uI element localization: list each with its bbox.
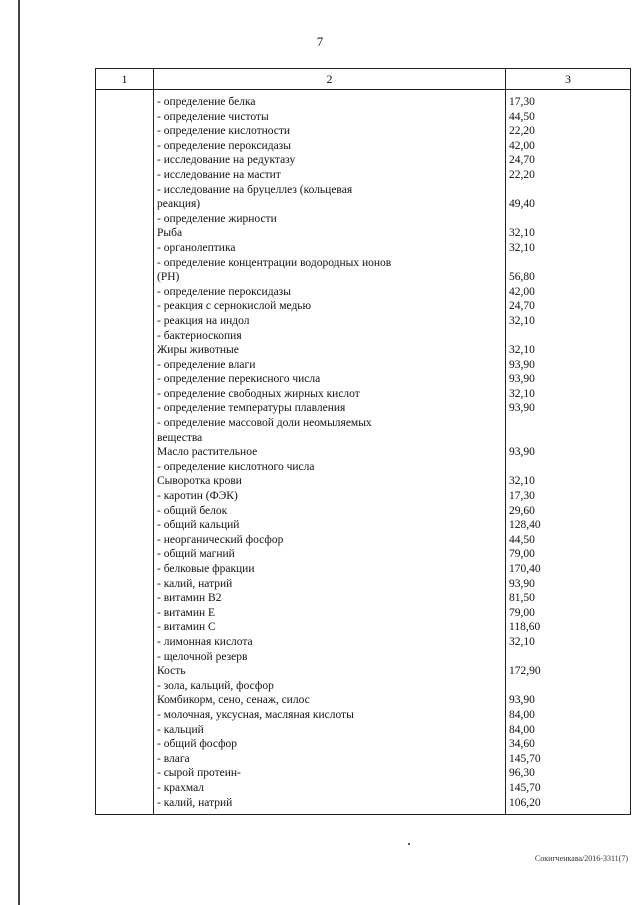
service-price: 93,90 [509, 373, 535, 386]
service-price: 42,00 [509, 285, 535, 298]
service-name: - реакция с сернокислой медью [157, 300, 312, 313]
service-price: 93,90 [509, 358, 535, 371]
service-name: - органолептика [157, 241, 236, 254]
service-name: - сырой протеин- [157, 767, 241, 780]
service-name: - реакция на индол [157, 314, 250, 327]
service-price: 42,00 [509, 139, 535, 152]
page-number: 7 [316, 34, 324, 49]
service-name: - определение чистоты [157, 110, 269, 123]
service-name: - исследование на редуктазу [157, 154, 296, 167]
service-price: 32,10 [509, 344, 535, 357]
service-price [506, 183, 630, 198]
table-header-row [96, 69, 631, 90]
service-name: - общий магний [157, 548, 235, 561]
service-price: 79,00 [509, 606, 535, 619]
service-name: - витамин В2 [157, 592, 222, 605]
service-price [506, 416, 630, 431]
service-name: - белковые фракции [157, 563, 255, 575]
service-price [506, 679, 630, 694]
document-reference: Сокигченкава/2016-3311(7) [534, 854, 628, 863]
service-name: - бактериоскопия [157, 329, 242, 342]
service-price: 79,00 [509, 548, 535, 561]
service-name: вещества [157, 431, 203, 444]
service-name: - крахмал [157, 781, 205, 794]
service-name: - зола, кальций, фосфор [157, 679, 274, 692]
service-price: 22,20 [509, 168, 535, 181]
service-price: 93,90 [509, 577, 535, 590]
service-price: 32,10 [509, 635, 535, 648]
service-name: - определение белка [157, 96, 256, 108]
service-price [506, 212, 630, 227]
service-price: 128,40 [509, 519, 541, 532]
service-name: - молочная, уксусная, масляная кислоты [157, 708, 354, 721]
service-name: (РН) [157, 271, 180, 284]
service-price: 118,60 [509, 621, 541, 634]
service-name: Жиры животные [157, 344, 239, 357]
price-table [95, 68, 631, 815]
service-price: 32,10 [509, 227, 535, 240]
service-name: - определение концентрации водородных ионов [157, 256, 392, 269]
service-name: Масло растительное [157, 446, 258, 459]
table-body-row [96, 90, 631, 815]
service-price [506, 650, 630, 665]
service-price: 32,10 [509, 475, 535, 488]
service-name: - определение влаги [157, 358, 256, 371]
service-name: - калий, натрий [157, 577, 233, 590]
stray-dot [408, 843, 410, 845]
service-name: - влага [157, 752, 190, 765]
service-name: Рыба [157, 227, 183, 240]
service-price: 93,90 [509, 402, 535, 415]
service-price: 17,30 [509, 96, 535, 108]
service-name: - витамин С [157, 621, 216, 634]
service-name: - определение температуры плавления [157, 402, 346, 415]
service-price: 172,90 [509, 665, 541, 678]
service-price: 96,30 [509, 767, 535, 780]
service-name: - неорганический фосфор [157, 533, 284, 546]
service-name: - исследование на бруцеллез (кольцевая [157, 183, 353, 196]
service-name: - каротин (ФЭК) [157, 490, 238, 503]
service-price: 49,40 [509, 198, 535, 211]
service-price: 29,60 [509, 504, 535, 517]
service-price: 84,00 [509, 723, 535, 736]
service-price: 56,80 [509, 271, 535, 284]
service-price: 24,70 [509, 154, 535, 167]
service-price: 84,00 [509, 708, 535, 721]
service-name: - щелочной резерв [157, 650, 248, 663]
service-name: - общий кальций [157, 519, 240, 532]
service-name: реакция) [157, 198, 201, 211]
service-names-cell [154, 90, 506, 815]
service-name: - определение перекисного числа [157, 373, 321, 386]
service-price: 24,70 [509, 300, 535, 313]
service-name: - лимонная кислота [157, 635, 253, 648]
service-price: 145,70 [509, 752, 541, 765]
column-header-1: 1 [96, 69, 154, 90]
service-price: 145,70 [509, 781, 541, 794]
service-name: Комбикорм, сено, сенаж, силос [157, 694, 310, 707]
page-left-edge [18, 0, 20, 905]
service-name: - определение пероксидазы [157, 285, 291, 298]
service-name: - витамин Е [157, 606, 216, 619]
service-price: 22,20 [509, 125, 535, 138]
service-name: - кальций [157, 723, 204, 736]
column-header-2: 2 [154, 69, 506, 90]
service-name: - определение пероксидазы [157, 139, 291, 152]
service-price [506, 256, 630, 271]
service-name: - калий, натрий [157, 796, 233, 809]
service-price: 17,30 [509, 490, 535, 503]
service-price: 44,50 [509, 533, 535, 546]
service-name: Кость [157, 665, 186, 678]
service-price [506, 329, 630, 344]
service-price: 170,40 [509, 563, 541, 575]
column-header-3: 3 [506, 69, 631, 90]
service-price [506, 460, 630, 475]
service-price: 93,90 [509, 446, 535, 459]
service-name: - исследование на мастит [157, 168, 281, 181]
service-price: 32,10 [509, 387, 535, 400]
service-name: Сыворотка крови [157, 475, 242, 488]
prices-cell [506, 90, 631, 815]
service-name: - общий фосфор [157, 738, 238, 751]
service-name: - определение кислотного числа [157, 460, 315, 473]
service-name: - определение массовой доли неомыляемых [157, 417, 372, 430]
service-price: 34,60 [509, 738, 535, 751]
service-price: 106,20 [509, 796, 541, 809]
service-name: - общий белок [157, 504, 228, 517]
column-1-cell [96, 90, 154, 815]
service-price: 93,90 [509, 694, 535, 707]
service-price: 81,50 [509, 592, 535, 605]
service-price: 44,50 [509, 110, 535, 123]
service-name: - определение кислотности [157, 125, 291, 138]
service-price: 32,10 [509, 314, 535, 327]
service-name: - определение жирности [157, 212, 277, 225]
service-name: - определение свободных жирных кислот [157, 387, 360, 400]
service-price [506, 431, 630, 446]
service-price: 32,10 [509, 241, 535, 254]
